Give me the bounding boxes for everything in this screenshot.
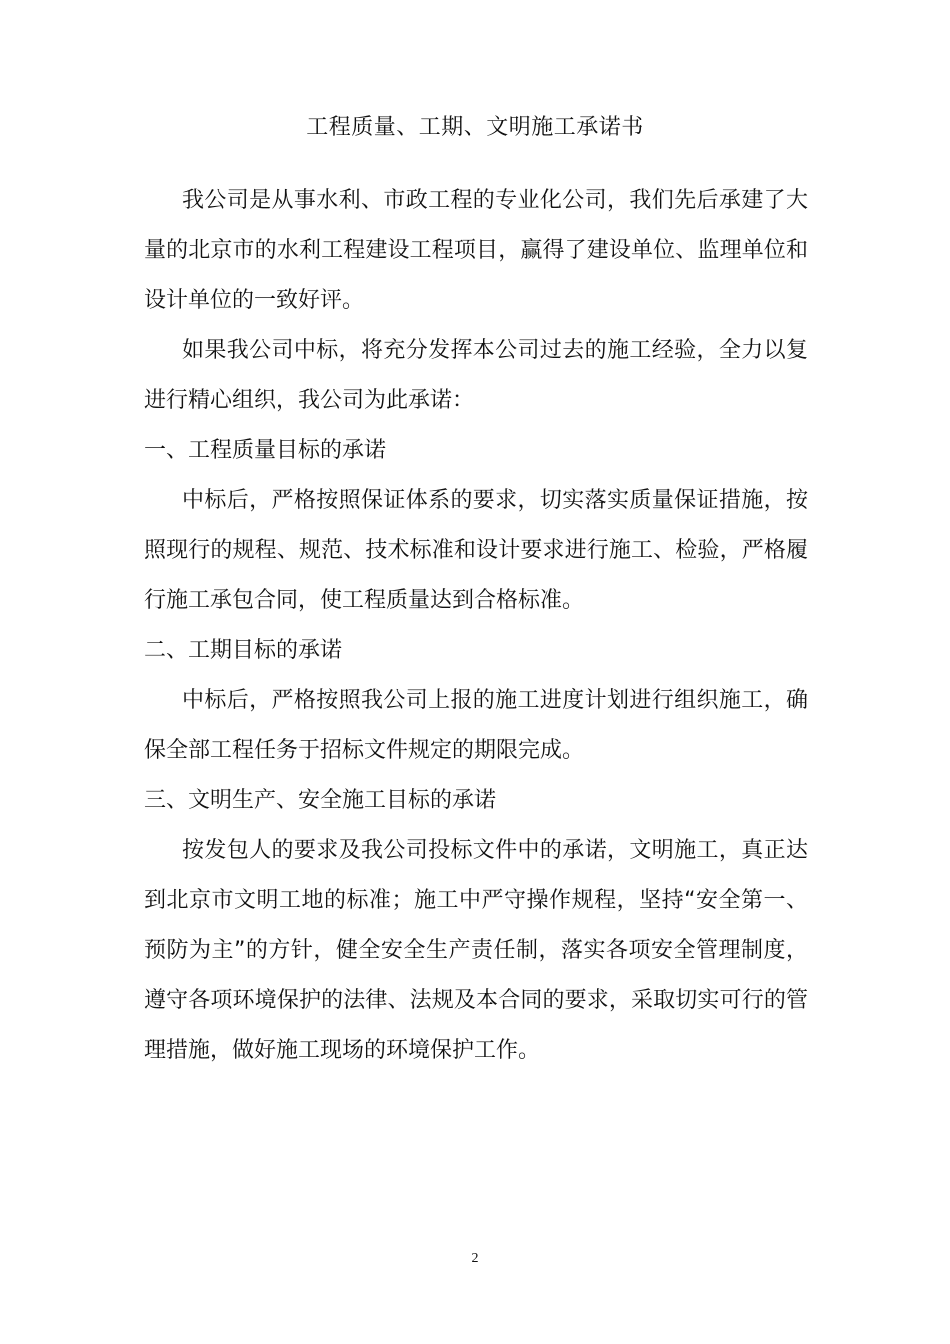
section-heading-safety: 三、文明生产、安全施工目标的承诺 [144, 788, 497, 813]
paragraph-schedule: 中标后，严格按照我公司上报的施工进度计划进行组织施工，确保全部工程任务于招标文件规定的期限完成。 [144, 688, 808, 763]
document-body [144, 176, 808, 1076]
paragraph-commitment-lead: 如果我公司中标，将充分发挥本公司过去的施工经验，全力以复进行精心组织，我公司为此承诺： [144, 338, 808, 413]
paragraph-intro: 我公司是从事水利、市政工程的专业化公司，我们先后承建了大量的北京市的水利工程建设工程项目，赢得了建设单位、监理单位和设计单位的一致好评。 [144, 188, 808, 313]
paragraph-safety: 按发包人的要求及我公司投标文件中的承诺，文明施工，真正达到北京市文明工地的标准；施工中严守操作规程，坚持“安全第一、预防为主”的方针，健全安全生产责任制，落实各项安全管理制度，遵守各项环境保护的法律、法规及本合同的要求，采取切实可行的管理措施，做好施工现场的环境保护工作。 [144, 838, 808, 1063]
document-title: 工程质量、工期、文明施工承诺书 [306, 115, 644, 140]
section-heading-schedule: 二、工期目标的承诺 [144, 638, 343, 663]
section-heading-quality: 一、工程质量目标的承诺 [144, 438, 387, 463]
page-number: 2 [471, 1251, 479, 1266]
paragraph-quality: 中标后，严格按照保证体系的要求，切实落实质量保证措施，按照现行的规程、规范、技术标准和设计要求进行施工、检验，严格履行施工承包合同，使工程质量达到合格标准。 [144, 488, 808, 613]
